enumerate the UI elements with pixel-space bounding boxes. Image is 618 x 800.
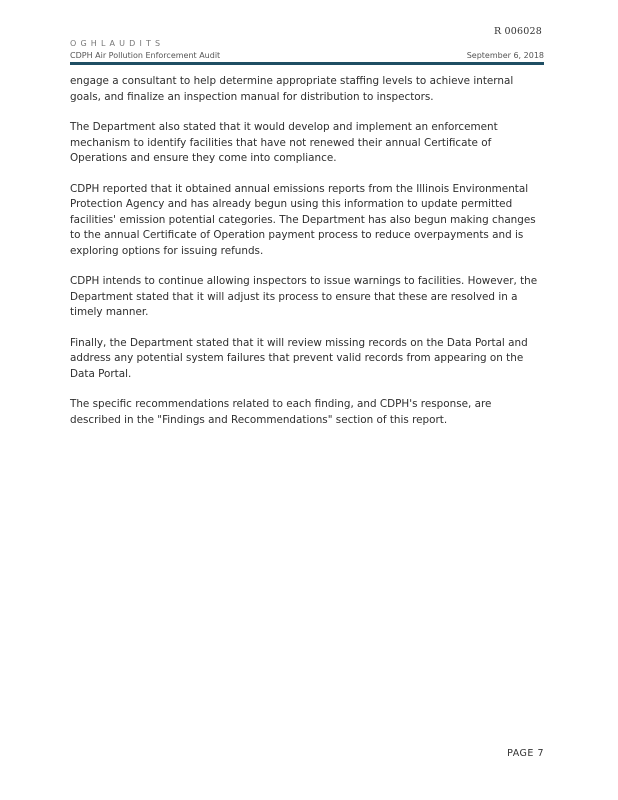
- body-paragraph: CDPH intends to continue allowing inspectors to issue warnings to facilities. However, the Department stated that it will adjust its process to ensure that these are resolved in a timely manner.: [70, 275, 538, 318]
- body-paragraph: The specific recommendations related to each finding, and CDPH's response, are described in the "Findings and Recommendations" section of this report.: [70, 398, 492, 426]
- header-row: [70, 50, 544, 61]
- header-divider: [70, 62, 544, 65]
- page-number: PAGE 7: [507, 748, 544, 759]
- header-office-name: O G H L A U D I T S: [70, 39, 161, 48]
- body-paragraph: engage a consultant to help determine appropriate staffing levels to achieve internal goals, and finalize an inspection manual for distribution to inspectors.: [70, 75, 514, 103]
- document-body: [70, 74, 542, 443]
- header-report-title: CDPH Air Pollution Enforcement Audit: [70, 51, 221, 60]
- bates-number: R 006028: [493, 26, 542, 37]
- page-header: [70, 38, 544, 61]
- body-paragraph: The Department also stated that it would develop and implement an enforcement mechanism to identify facilities that have not renewed their annual Certificate of Operations and ensure they come into compliance.: [70, 121, 498, 164]
- body-paragraph: Finally, the Department stated that it will review missing records on the Data Portal and address any potential system failures that prevent valid records from appearing on the Data Portal.: [70, 336, 528, 380]
- header-report-date: September 6, 2018: [466, 51, 544, 60]
- body-paragraph: CDPH reported that it obtained annual emissions reports from the Illinois Environmental Protection Agency and has already begun using this information to update permitted facilities' emission potential categories. The Department has also begun making changes to the annual Certificate of Operation payment process to reduce overpayments and is exploring options for issuing refunds.: [70, 182, 536, 257]
